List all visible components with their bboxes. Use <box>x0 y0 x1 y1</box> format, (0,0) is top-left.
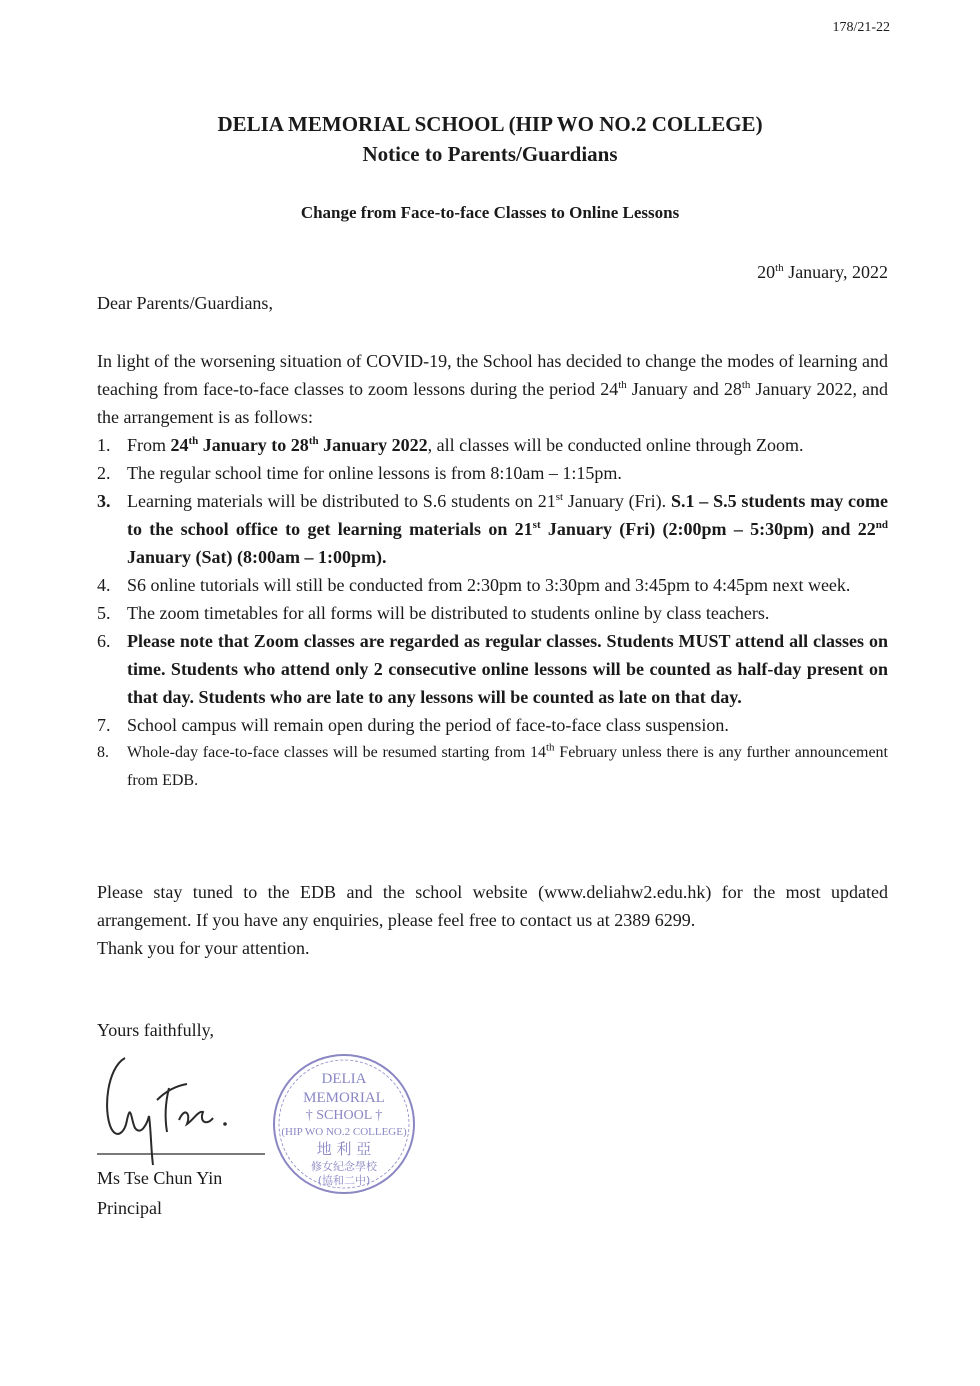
salutation: Dear Parents/Guardians, <box>97 293 273 313</box>
notice-title: Notice to Parents/Guardians <box>362 142 618 166</box>
list-item: 8. Whole-day face-to-face classes will be resumed starting from 14th February unless there is any further announcement from EDB. <box>97 741 888 789</box>
principal-signature <box>95 1040 265 1170</box>
list-item: 4. S6 online tutorials will still be conducted from 2:30pm to 3:30pm and 3:45pm to 4:45pm next week. <box>97 575 851 595</box>
list-item: 6. Please note that Zoom classes are regarded as regular classes. Students MUST attend all classes on time. Students who attend only 2 consecutive online lessons will be counted as half-day present on that day. Students who are late to any lessons will be counted as late on that day. <box>97 631 888 707</box>
stamp-text: (協和二中) <box>317 1174 371 1187</box>
stamp-text: DELIA <box>321 1071 367 1087</box>
school-seal-stamp <box>268 1050 420 1198</box>
list-item: 5. The zoom timetables for all forms will be distributed to students online by class teachers. <box>97 603 770 623</box>
signatory-title: Principal <box>97 1198 162 1218</box>
notice-date: 20th January, 2022 <box>757 262 888 282</box>
closing-thanks: Thank you for your attention. <box>97 938 310 958</box>
arrangement-list <box>97 431 888 795</box>
yours-faithfully: Yours faithfully, <box>97 1020 215 1040</box>
stamp-text: MEMORIAL <box>303 1090 385 1106</box>
list-item: 3. Learning materials will be distributed to S.6 students on 21st January (Fri). S.1 – S.5 students may come to the school office to get learning materials on 21st January (Fri) (2:00pm – 5:30pm) and 22nd January (Sat) (8:00am – 1:00pm). <box>97 491 888 567</box>
closing-enquiries: Please stay tuned to the EDB and the school website (www.deliahw2.edu.hk) for the most updated arrangement. If you have any enquiries, please feel free to contact us at 2389 6299. <box>97 882 888 930</box>
intro-paragraph: In light of the worsening situation of COVID-19, the School has decided to change the modes of learning and teaching from face-to-face classes to zoom lessons during the period 24th January and 28th January 2022, and the arrangement is as follows: <box>97 351 889 427</box>
stamp-text: (HIP WO NO.2 COLLEGE) <box>281 1126 407 1138</box>
stamp-text: † SCHOOL † <box>305 1108 383 1123</box>
signatory-name: Ms Tse Chun Yin <box>97 1168 223 1188</box>
list-item: 2. The regular school time for online lessons is from 8:10am – 1:15pm. <box>97 463 622 483</box>
list-item: 1. From 24th January to 28th January 2022, all classes will be conducted online through Zoom. <box>97 435 804 455</box>
reference-number: 178/21-22 <box>832 20 890 35</box>
school-name: DELIA MEMORIAL SCHOOL (HIP WO NO.2 COLLEGE) <box>217 112 763 136</box>
stamp-text: 地 利 亞 <box>316 1140 372 1158</box>
stamp-text: 修女紀念學校 <box>311 1160 377 1173</box>
notice-subject: Change from Face-to-face Classes to Online Lessons <box>300 203 680 222</box>
closing-paragraph <box>97 878 888 962</box>
list-item: 7. School campus will remain open during the period of face-to-face class suspension. <box>97 715 729 735</box>
